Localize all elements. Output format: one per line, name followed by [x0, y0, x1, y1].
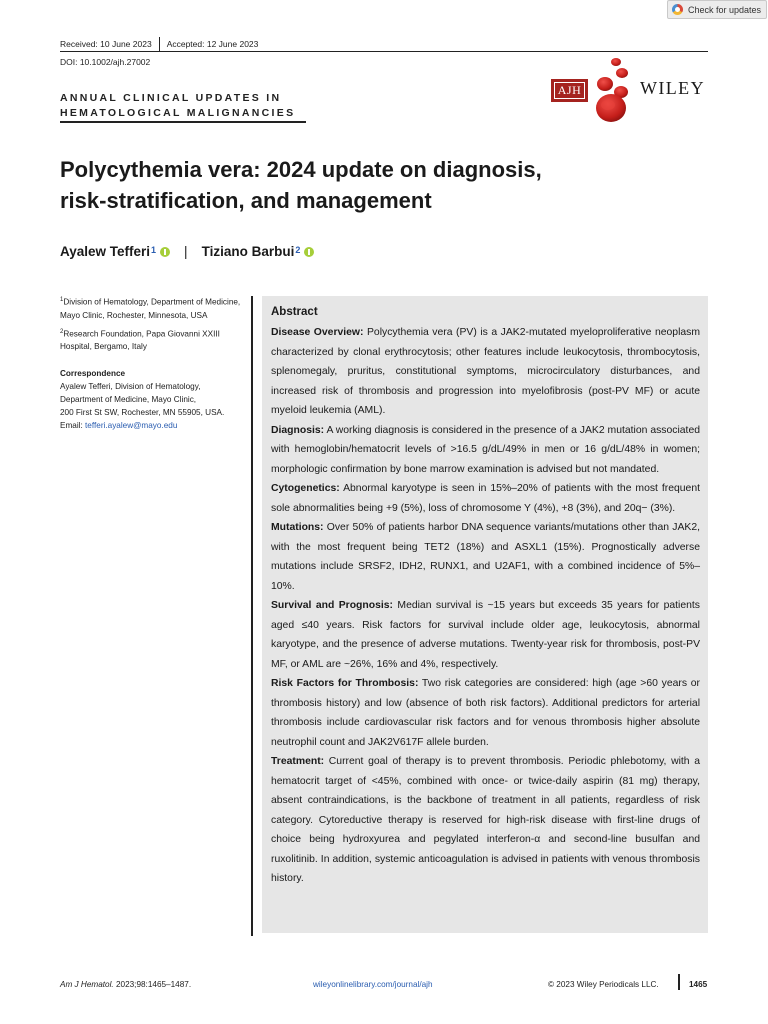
abstract-box	[262, 296, 708, 933]
corr-email	[60, 421, 177, 430]
author-affiliation-sup: 1	[151, 244, 157, 255]
title-line-1: Polycythemia vera: 2024 update on diagnosis,	[60, 157, 542, 182]
author-name[interactable]: Tiziano Barbui	[201, 244, 295, 259]
affiliation-1	[60, 294, 242, 322]
page-number: 1465	[689, 980, 708, 989]
corr-addr: 200 First St SW, Rochester, MN 55905, USA.	[60, 408, 225, 418]
author-affiliation-sup: 2	[295, 244, 301, 255]
corr-dept: Department of Medicine, Mayo Clinic,	[60, 395, 197, 405]
abstract-section	[271, 518, 700, 596]
check-for-updates-button[interactable]	[667, 0, 767, 19]
abstract-section	[271, 323, 700, 421]
affiliations	[60, 294, 242, 432]
ajh-logo	[551, 79, 588, 102]
section-text: Abnormal karyotype is seen in 15%–20% of patients with the most frequent sole abnormalities being +9 (5%), loss of chromosome Y (4%), +8 (3%), and 20q− (3%).	[271, 483, 700, 514]
copyright: © 2023 Wiley Periodicals LLC.	[548, 980, 659, 989]
author-separator: |	[184, 244, 188, 259]
correspondence-address	[60, 380, 242, 432]
abstract-section	[271, 674, 700, 752]
series-title	[60, 91, 295, 121]
date-divider	[159, 37, 160, 51]
affiliation-sup: 2	[60, 328, 64, 335]
section-text: Median survival is ~15 years but exceeds 35 years for patients aged ≤40 years. Risk factors for survival include older age, leukocytosis, abnormal karyotype, and the presence of adverse mutations. Twenty-year risk for thrombosis, post-PV MF, or AML are ~26%, 16% and 4%, respectively.	[271, 600, 700, 670]
journal-abbrev: Am J Hematol.	[60, 980, 114, 989]
journal-link[interactable]: wileyonlinelibrary.com/journal/ajh	[313, 980, 433, 989]
citation-text: 2023;98:1465–1487.	[113, 980, 192, 989]
series-line-2: HEMATOLOGICAL MALIGNANCIES	[60, 107, 296, 119]
email-label: Email:	[60, 421, 86, 431]
accepted-date: Accepted: 12 June 2023	[166, 39, 259, 49]
series-line-1: ANNUAL CLINICAL UPDATES IN	[60, 92, 282, 104]
footer-citation	[60, 980, 191, 989]
crossmark-icon	[672, 4, 683, 15]
abstract-section	[271, 596, 700, 674]
section-label: Disease Overview:	[271, 327, 364, 338]
author-list	[60, 244, 314, 259]
author-name[interactable]: Ayalew Tefferi	[60, 244, 151, 259]
corr-name: Ayalew Tefferi, Division of Hematology,	[60, 382, 201, 392]
article-title	[60, 154, 580, 216]
section-text: Polycythemia vera (PV) is a JAK2-mutated myeloproliferative neoplasm characterized by clonal erythrocytosis; other features include leukocytosis, thrombocytosis, splenomegaly, pruritus, constitutional symptoms, microcirculatory disturbances, and increased risk of thrombosis and progression into myelofibrosis (post-PV MF) or acute myeloid leukemia (AML).	[271, 327, 701, 416]
abstract-section	[271, 752, 700, 889]
section-label: Cytogenetics:	[271, 483, 340, 494]
footer-divider	[678, 974, 680, 990]
abstract-section	[271, 421, 700, 480]
correspondence-heading: Correspondence	[60, 369, 126, 379]
section-text: A working diagnosis is considered in the presence of a JAK2 mutation associated with hemoglobin/hematocrit levels of >16.5 g/dL/49% in men or 16 g/dL/48% in women; morphologic confirmation by bone marrow examination is advised but not mandated.	[271, 424, 700, 475]
ajh-logo-text: AJH	[554, 82, 586, 99]
series-rule	[60, 121, 306, 123]
check-for-updates-label: Check for updates	[688, 4, 762, 15]
doi: DOI: 10.1002/ajh.27002	[60, 57, 151, 67]
affiliation-text: Division of Hematology, Department of Medicine, Mayo Clinic, Rochester, Minnesota, USA	[60, 297, 241, 320]
affiliation-sup: 1	[60, 297, 64, 303]
section-text: Two risk categories are considered: high (age >60 years or thrombosis history) and low (absence of both risk factors). Additional predictors for arterial thrombosis include cardiovascular risk factors and for venous thrombosis higher absolute neutrophil count and JAK2V617F allele burden.	[271, 678, 700, 748]
section-label: Mutations:	[271, 522, 324, 533]
section-label: Treatment:	[271, 756, 325, 767]
abstract-bar	[251, 296, 253, 936]
section-label: Diagnosis:	[271, 424, 325, 436]
affiliation-text: Research Foundation, Papa Giovanni XXIII Hospital, Bergamo, Italy	[60, 329, 220, 352]
section-text: Current goal of therapy is to prevent thrombosis. Periodic phlebotomy, with a hematocrit target of <45%, combined with once- or twice-daily aspirin (81 mg) therapy, absent contraindications, is the backbone of treatment in all patients, regardless of risk category. Cytoreductive therapy is reserved for high-risk disease with first-line drugs of choice being hydroxyurea and pegylated interferon-α and second-line busulfan and ruxolitinib. In addition, systemic anticoagulation is advised in patients with venous thrombosis history.	[271, 756, 700, 884]
abstract-heading: Abstract	[271, 306, 318, 318]
section-label: Survival and Prognosis:	[271, 600, 393, 611]
abstract-section	[271, 479, 700, 518]
orcid-icon[interactable]	[304, 247, 314, 257]
title-line-2: risk-stratification, and management	[60, 188, 432, 213]
red-blood-cells-icon	[592, 52, 634, 124]
section-label: Risk Factors for Thrombosis:	[271, 678, 419, 689]
section-text: Over 50% of patients harbor DNA sequence variants/mutations other than JAK2, with the most frequent being TET2 (18%) and ASXL1 (15%). Prognostically adverse mutations include SRSF2, IDH2, RUNX1, and U2AF1, with a combined incidence of 5%–10%.	[271, 522, 700, 592]
received-date: Received: 10 June 2023	[60, 39, 152, 49]
orcid-icon[interactable]	[160, 247, 170, 257]
affiliation-2	[60, 326, 242, 354]
email-link[interactable]: tefferi.ayalew@mayo.edu	[85, 421, 178, 431]
wiley-logo: WILEY	[640, 78, 705, 98]
